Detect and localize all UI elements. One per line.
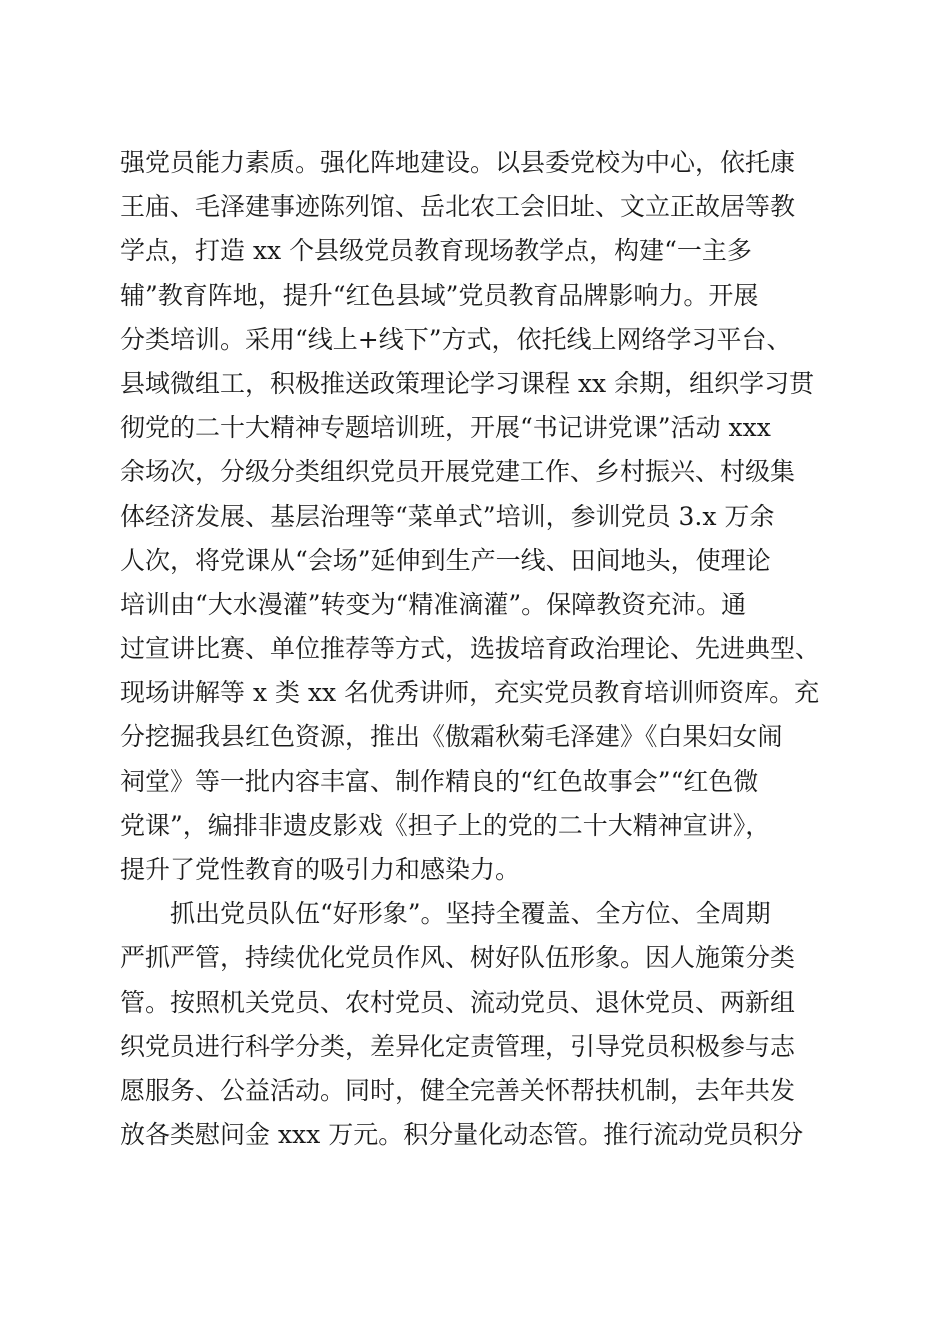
text-line: 分挖掘我县红色资源，推出《傲霜秋菊毛泽建》《白果妇女闹: [120, 722, 783, 752]
text-line: 管。按照机关党员、农村党员、流动党员、退休党员、两新组: [120, 987, 796, 1017]
text-line: 人次，将党课从“会场”延伸到生产一线、田间地头，使理论: [120, 545, 771, 575]
text-line: 体经济发展、基层治理等“菜单式”培训，参训党员 3.x 万余: [120, 501, 775, 531]
text-line: 愿服务、公益活动。同时，健全完善关怀帮扶机制，去年共发: [120, 1075, 796, 1105]
text-line: 织党员进行科学分类，差异化定责管理，引导党员积极参与志: [120, 1031, 796, 1061]
text-line: 余场次，分级分类组织党员开展党建工作、乡村振兴、村级集: [120, 457, 796, 487]
text-line: 分类培训。采用“线上+线下”方式，依托线上网络学习平台、: [120, 324, 792, 354]
text-line: 党课”，编排非遗皮影戏《担子上的党的二十大精神宣讲》，: [120, 810, 771, 840]
text-line: 现场讲解等 x 类 xx 名优秀讲师，充实党员教育培训师资库。充: [120, 678, 820, 708]
text-line: 放各类慰问金 xxx 万元。积分量化动态管。推行流动党员积分: [120, 1120, 804, 1150]
text-line: 提升了党性教育的吸引力和感染力。: [120, 855, 521, 884]
text-line: 过宣讲比赛、单位推荐等方式，选拔培育政治理论、先进典型、: [120, 634, 821, 664]
body-text: [120, 141, 830, 1157]
paragraph-first-line: 抓出党员队伍“好形象”。坚持全覆盖、全方位、全周期: [170, 899, 771, 929]
text-line: 严抓严管，持续优化党员作风、树好队伍形象。因人施策分类: [120, 943, 796, 973]
text-line: 学点，打造 xx 个县级党员教育现场教学点，构建“一主多: [120, 236, 752, 266]
text-line: 强党员能力素质。强化阵地建设。以县委党校为中心，依托康: [120, 148, 796, 177]
text-line: 县域微组工，积极推送政策理论学习课程 xx 余期，组织学习贯: [120, 368, 815, 398]
text-line: 培训由“大水漫灌”转变为“精准滴灌”。保障教资充沛。通: [120, 589, 747, 619]
text-line: 辅”教育阵地，提升“红色县域”党员教育品牌影响力。开展: [120, 280, 759, 310]
text-line: 祠堂》等一批内容丰富、制作精良的“红色故事会”“红色微: [120, 766, 759, 796]
text-line: 彻党的二十大精神专题培训班，开展“书记讲党课”活动 xxx: [120, 413, 771, 443]
text-line: 王庙、毛泽建事迹陈列馆、岳北农工会旧址、文立正故居等教: [120, 192, 796, 222]
